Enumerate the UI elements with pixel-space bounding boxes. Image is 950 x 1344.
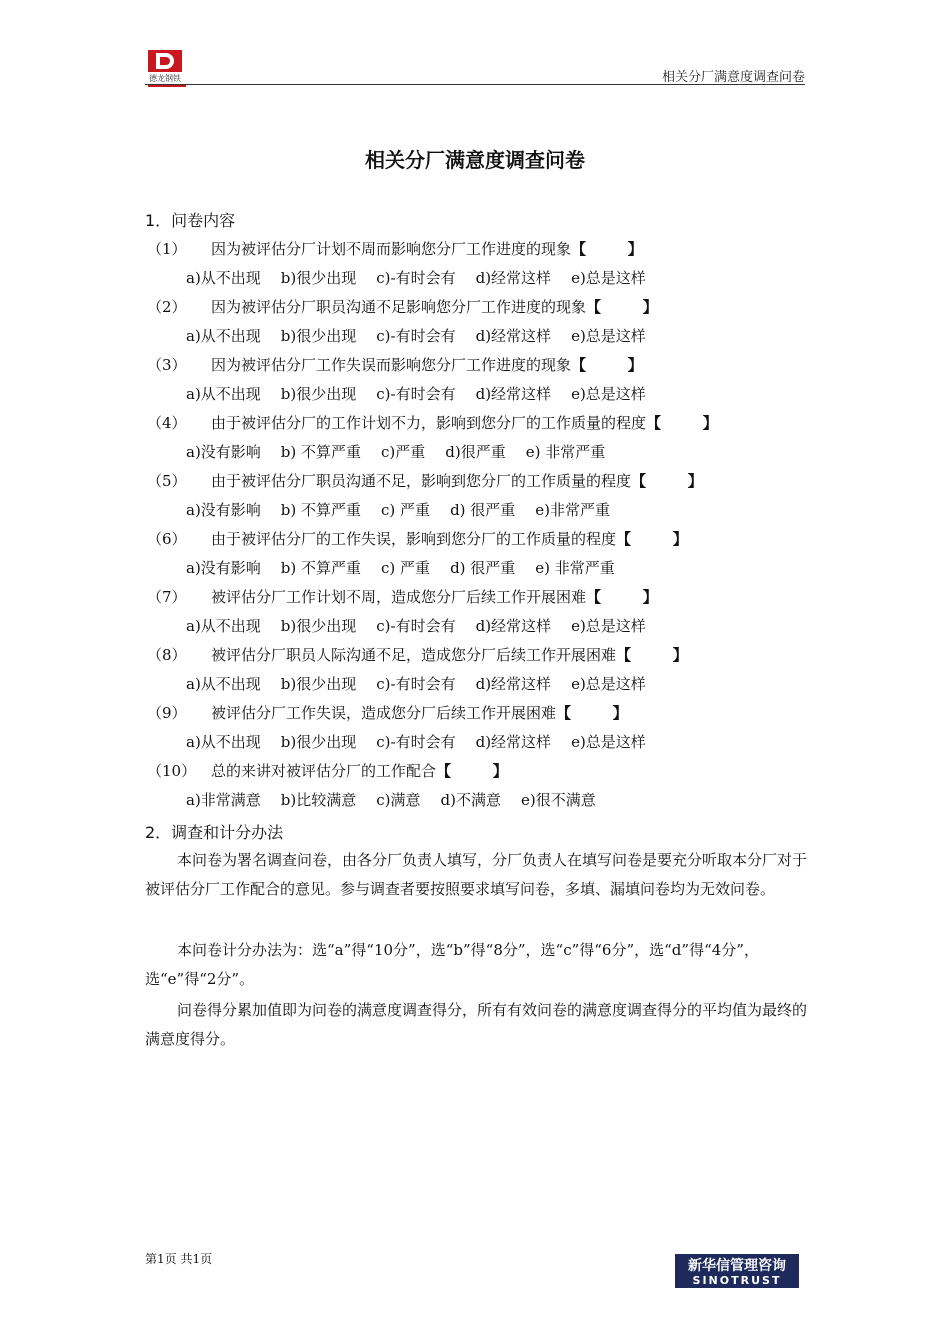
answer-option: a)没有影响 — [186, 501, 261, 519]
answer-option: a)非常满意 — [186, 791, 261, 809]
answer-option: b)很少出现 — [280, 733, 357, 751]
header-divider — [145, 84, 805, 85]
answer-option: e) 非常严重 — [535, 559, 615, 577]
answer-bracket[interactable]: 【 】 — [586, 298, 658, 316]
question-item — [147, 296, 658, 317]
answer-bracket[interactable]: 【 】 — [616, 530, 688, 548]
question-text: 因为被评估分厂工作失误而影响您分厂工作进度的现象 — [211, 356, 572, 374]
answer-option: c) 严重 — [381, 501, 431, 519]
answer-option: e)很不满意 — [521, 791, 596, 809]
answer-option: d)经常这样 — [475, 733, 552, 751]
question-number: （6） — [147, 530, 187, 548]
answer-bracket[interactable]: 【 】 — [571, 356, 643, 374]
answer-option: e)总是这样 — [571, 675, 646, 693]
question-item — [147, 528, 688, 549]
paragraph: 本问卷为署名调查问卷，由各分厂负责人填写，分厂负责人在填写问卷是要充分听取本分厂对于被评估分厂工作配合的意见。参与调查者要按照要求填写问卷，多填、漏填问卷均为无效问卷。 — [145, 851, 808, 898]
answer-bracket[interactable]: 【 】 — [616, 646, 688, 664]
question-item — [147, 412, 718, 433]
answer-option: e) 非常严重 — [525, 443, 606, 461]
answer-option: d)很严重 — [445, 443, 506, 461]
question-number: （4） — [147, 414, 187, 432]
question-item — [147, 470, 703, 491]
answer-option: c)-有时会有 — [376, 385, 456, 403]
answer-option: c)满意 — [376, 791, 421, 809]
answer-option: b)很少出现 — [280, 617, 357, 635]
answer-option: e)总是这样 — [571, 269, 646, 287]
answer-option: b) 不算严重 — [280, 501, 362, 519]
logo-text: 德龙钢铁 — [149, 74, 181, 83]
option-row — [186, 441, 625, 462]
answer-option: b) 不算严重 — [280, 443, 362, 461]
answer-option: b)比较满意 — [280, 791, 357, 809]
option-row — [186, 557, 635, 578]
answer-option: d) 很严重 — [450, 501, 516, 519]
question-text: 被评估分厂工作失误，造成您分厂后续工作开展困难 — [211, 704, 557, 722]
answer-bracket[interactable]: 【 】 — [631, 472, 703, 490]
question-item — [147, 354, 643, 375]
option-row — [186, 499, 630, 520]
sinotrust-logo — [675, 1254, 799, 1288]
answer-option: a)从不出现 — [186, 385, 261, 403]
answer-option: c)-有时会有 — [376, 327, 456, 345]
answer-option: c)严重 — [381, 443, 426, 461]
answer-option: c) 严重 — [381, 559, 431, 577]
answer-option: b)很少出现 — [280, 385, 357, 403]
question-text: 由于被评估分厂的工作失误，影响到您分厂的工作质量的程度 — [211, 530, 617, 548]
answer-option: a)从不出现 — [186, 269, 261, 287]
document-title: 相关分厂满意度调查问卷 — [365, 148, 585, 172]
option-row — [186, 267, 666, 288]
answer-option: b)很少出现 — [280, 327, 357, 345]
answer-option: a)没有影响 — [186, 559, 261, 577]
question-number: （8） — [147, 646, 187, 664]
answer-option: e)总是这样 — [571, 733, 646, 751]
option-row — [186, 673, 666, 694]
question-text: 被评估分厂职员人际沟通不足，造成您分厂后续工作开展困难 — [211, 646, 617, 664]
question-text: 由于被评估分厂职员沟通不足，影响到您分厂的工作质量的程度 — [211, 472, 632, 490]
page-number: 第1页 共1页 — [145, 1252, 213, 1266]
answer-option: d)经常这样 — [475, 617, 552, 635]
sinotrust-logo-cn: 新华信管理咨询 — [688, 1258, 786, 1274]
sinotrust-logo-en: SINOTRUST — [692, 1274, 782, 1287]
option-row — [186, 383, 666, 404]
answer-option: e)非常严重 — [535, 501, 611, 519]
answer-option: d)经常这样 — [475, 385, 552, 403]
answer-option: d)经常这样 — [475, 327, 552, 345]
option-row — [186, 615, 666, 636]
company-logo — [146, 50, 188, 88]
answer-option: c)-有时会有 — [376, 675, 456, 693]
answer-option: c)-有时会有 — [376, 617, 456, 635]
answer-option: d)经常这样 — [475, 675, 552, 693]
answer-option: e)总是这样 — [571, 617, 646, 635]
option-row — [186, 325, 666, 346]
answer-option: a)从不出现 — [186, 733, 261, 751]
question-item — [147, 238, 643, 259]
question-text: 因为被评估分厂职员沟通不足影响您分厂工作进度的现象 — [211, 298, 587, 316]
answer-option: a)从不出现 — [186, 617, 261, 635]
answer-option: a)从不出现 — [186, 675, 261, 693]
option-row — [186, 789, 616, 810]
answer-bracket[interactable]: 【 】 — [586, 588, 658, 606]
answer-option: b)很少出现 — [280, 675, 357, 693]
question-item — [147, 702, 628, 723]
question-number: （9） — [147, 704, 187, 722]
answer-option: a)从不出现 — [186, 327, 261, 345]
answer-bracket[interactable]: 【 】 — [556, 704, 628, 722]
answer-option: c)-有时会有 — [376, 269, 456, 287]
answer-bracket[interactable]: 【 】 — [646, 414, 718, 432]
question-text: 由于被评估分厂的工作计划不力，影响到您分厂的工作质量的程度 — [211, 414, 647, 432]
answer-option: e)总是这样 — [571, 327, 646, 345]
answer-bracket[interactable]: 【 】 — [436, 762, 508, 780]
answer-option: c)-有时会有 — [376, 733, 456, 751]
answer-option: e)总是这样 — [571, 385, 646, 403]
question-number: （3） — [147, 356, 187, 374]
section-heading-scoring: 2．调查和计分办法 — [145, 823, 284, 842]
answer-option: a)没有影响 — [186, 443, 261, 461]
question-text: 因为被评估分厂计划不周而影响您分厂工作进度的现象 — [211, 240, 572, 258]
question-item — [147, 760, 508, 781]
question-text: 被评估分厂工作计划不周，造成您分厂后续工作开展困难 — [211, 588, 587, 606]
answer-option: d)经常这样 — [475, 269, 552, 287]
answer-option: b) 不算严重 — [280, 559, 362, 577]
paragraph: 问卷得分累加值即为问卷的满意度调查得分，所有有效问卷的满意度调查得分的平均值为最终的满意度得分。 — [145, 1001, 808, 1048]
question-number: （7） — [147, 588, 187, 606]
answer-bracket[interactable]: 【 】 — [571, 240, 643, 258]
question-number: （1） — [147, 240, 187, 258]
question-item — [147, 586, 658, 607]
question-number: （5） — [147, 472, 187, 490]
question-item — [147, 644, 688, 665]
question-number: （2） — [147, 298, 187, 316]
answer-option: d) 很严重 — [450, 559, 516, 577]
question-text: 总的来讲对被评估分厂的工作配合 — [211, 762, 437, 780]
option-row — [186, 731, 666, 752]
section-heading-content: 1．问卷内容 — [145, 211, 236, 230]
answer-option: d)不满意 — [440, 791, 501, 809]
answer-option: b)很少出现 — [280, 269, 357, 287]
paragraph: 本问卷计分办法为：选“a”得“10分”，选“b”得“8分”，选“c”得“6分”，选“d”得“4分”，选“e”得“2分”。 — [145, 941, 759, 988]
question-number: （10） — [147, 762, 197, 780]
header-title: 相关分厂满意度调查问卷 — [661, 70, 805, 85]
